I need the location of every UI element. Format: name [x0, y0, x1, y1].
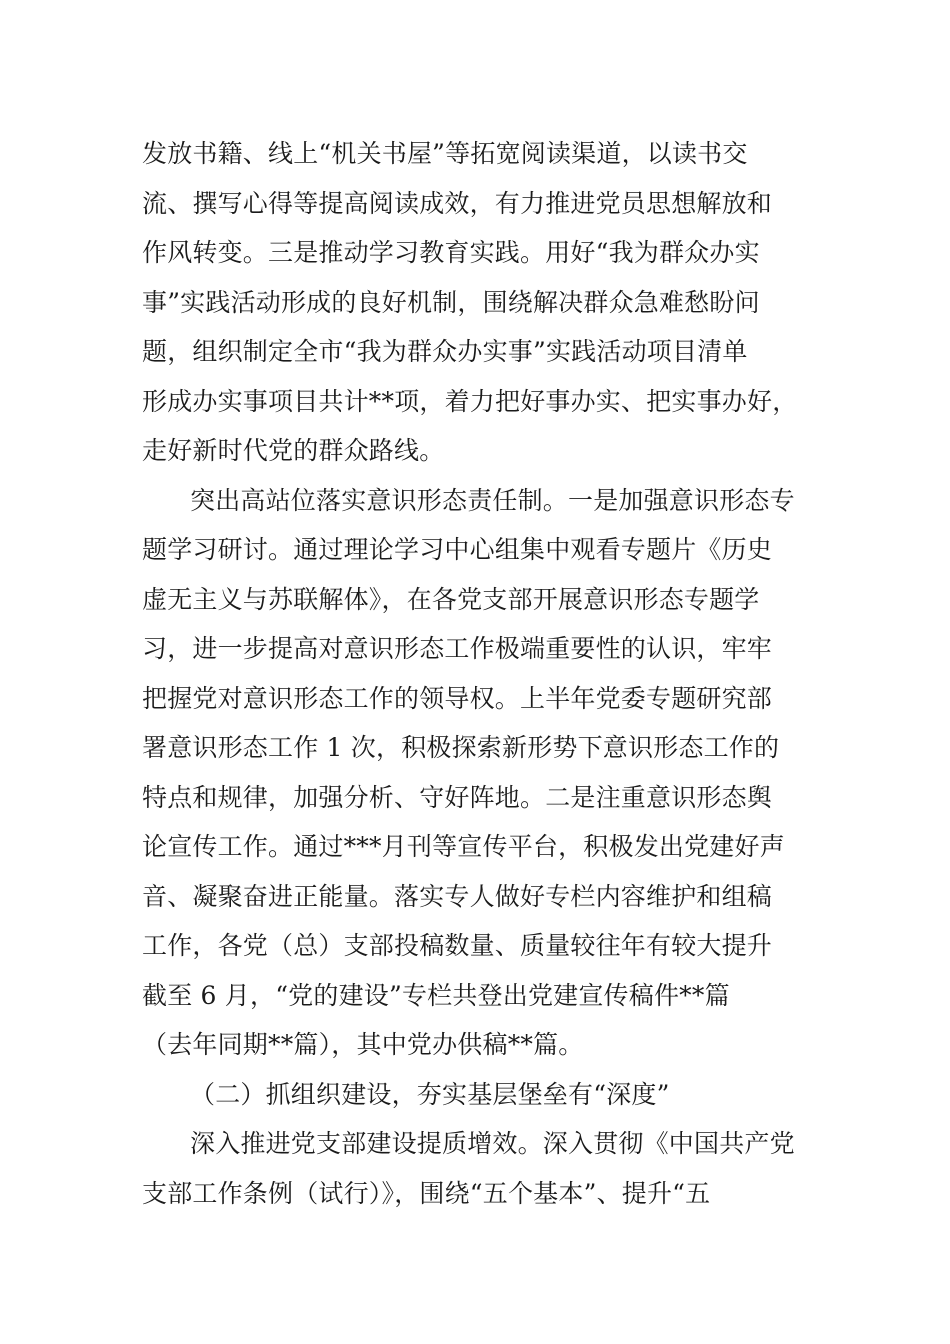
- text-line-4: 事”实践活动形成的良好机制，围绕解决群众急难愁盼问: [142, 287, 760, 317]
- section-heading-organization: （二）抓组织建设，夯实基层堡垒有“深度”: [190, 1079, 670, 1109]
- text-line-15: 论宣传工作。通过***月刊等宣传平台，积极发出党建好声: [142, 832, 785, 861]
- text-line-13: 署意识形态工作 1 次，积极探索新形势下意识形态工作的: [142, 733, 780, 762]
- text-line-2: 流、撰写心得等提高阅读成效，有力推进党员思想解放和: [142, 188, 773, 218]
- text-line-17: 工作，各党（总）支部投稿数量、质量较往年有较大提升: [142, 931, 773, 960]
- text-line-18: 截至 6 月，“党的建设”专栏共登出党建宣传稿件**篇: [142, 980, 730, 1010]
- text-line-9: 题学习研讨。通过理论学习中心组集中观看专题片《历史: [142, 535, 773, 564]
- text-line-6: 形成办实事项目共计**项，着力把好事办实、把实事办好，: [142, 386, 798, 416]
- text-line-22: 支部工作条例（试行）》，围绕“五个基本”、提升“五: [142, 1178, 711, 1208]
- text-line-7: 走好新时代党的群众路线。: [142, 436, 445, 465]
- text-line-16: 音、凝聚奋进正能量。落实专人做好专栏内容维护和组稿: [142, 881, 773, 911]
- text-line-10: 虚无主义与苏联解体》，在各党支部开展意识形态专题学: [142, 584, 760, 614]
- text-line-1: 发放书籍、线上“机关书屋”等拓宽阅读渠道，以读书交: [142, 139, 748, 168]
- text-line-5: 题，组织制定全市“我为群众办实事”实践活动项目清单: [142, 337, 748, 366]
- text-line-19: （去年同期**篇），其中党办供稿**篇。: [142, 1030, 584, 1059]
- text-line-12: 把握党对意识形态工作的领导权。上半年党委专题研究部: [142, 683, 773, 713]
- document-body: [142, 129, 822, 1218]
- text-line-14: 特点和规律，加强分析、守好阵地。二是注重意识形态舆: [142, 782, 773, 812]
- paragraph-heading-ideology: 突出高站位落实意识形态责任制。一是加强意识形态专: [190, 485, 795, 515]
- paragraph-heading-branch: 深入推进党支部建设提质增效。深入贯彻《中国共产党: [190, 1129, 795, 1158]
- text-line-11: 习，进一步提高对意识形态工作极端重要性的认识，牢牢: [142, 634, 773, 663]
- text-line-3: 作风转变。三是推动学习教育实践。用好“我为群众办实: [142, 238, 760, 267]
